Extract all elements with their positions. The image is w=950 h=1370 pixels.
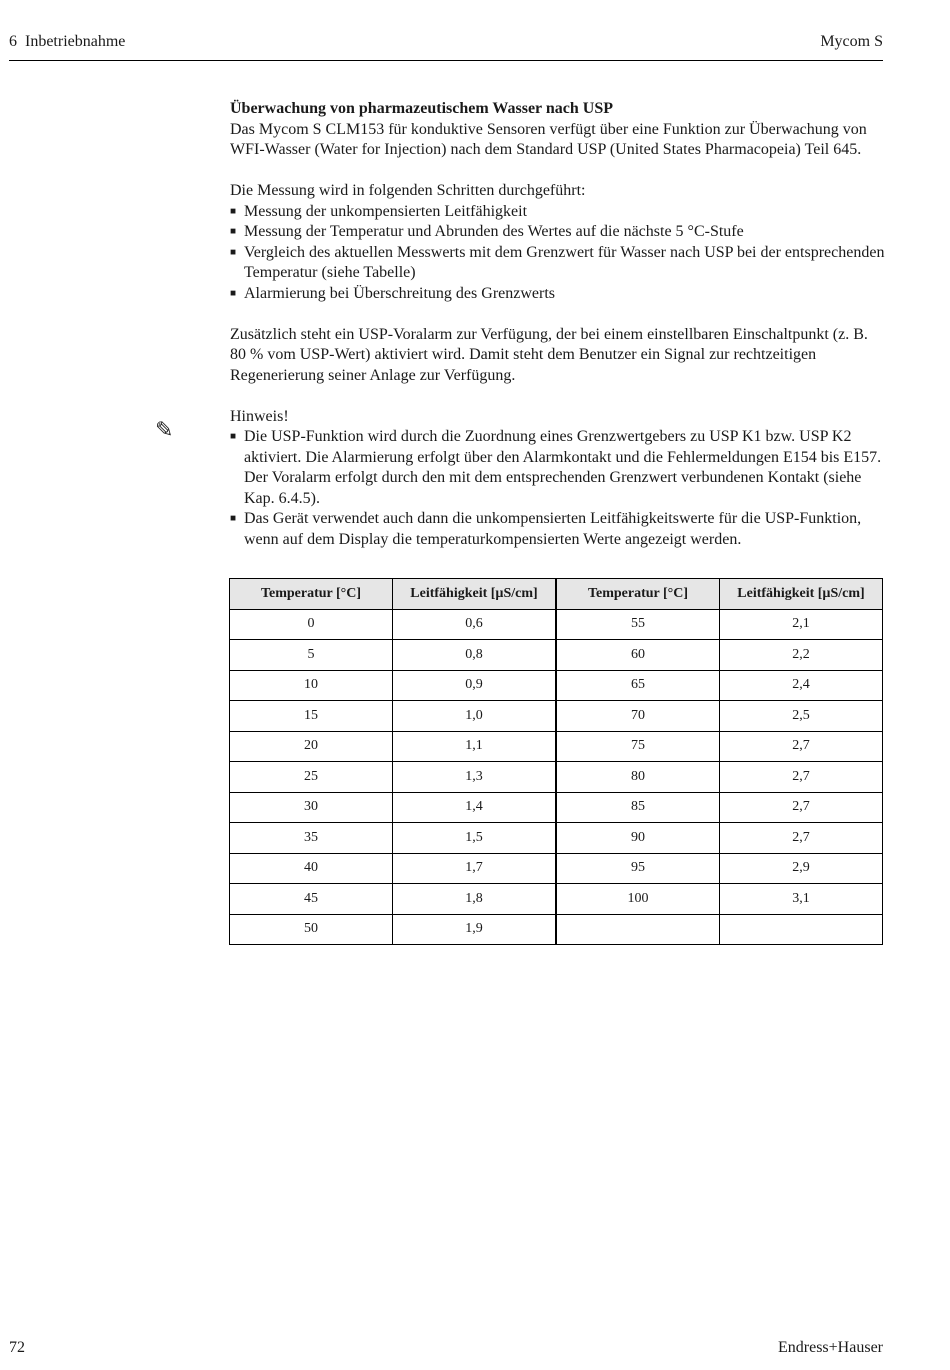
table-cell: 0,6 — [393, 609, 557, 640]
table-cell: 90 — [556, 823, 720, 854]
table-cell: 85 — [556, 792, 720, 823]
table-cell: 50 — [230, 914, 393, 945]
table-row — [230, 762, 883, 793]
list-item: ■ Messung der Temperatur und Abrunden des Wertes auf die nächste 5 °C-Stufe — [230, 222, 886, 243]
table-row — [230, 823, 883, 854]
table-cell: 75 — [556, 731, 720, 762]
steps-intro: Die Messung wird in folgenden Schritten durchgeführt: — [230, 182, 586, 199]
table-cell: 1,3 — [393, 762, 557, 793]
table-cell: 30 — [230, 792, 393, 823]
column-header: Temperatur [°C] — [556, 579, 720, 610]
table-cell: 2,5 — [720, 701, 883, 732]
table-cell: 35 — [230, 823, 393, 854]
table-row — [230, 640, 883, 671]
table-cell: 1,9 — [393, 914, 557, 945]
intro-paragraph: Das Mycom S CLM153 für konduktive Sensoren verfügt über eine Funktion zur Überwachung von WFI-Wasser (Water for Injection) nach dem Standard USP (United States Pharmacopeia) Teil 645. — [230, 120, 867, 158]
table-cell: 5 — [230, 640, 393, 671]
table-cell: 0,9 — [393, 670, 557, 701]
table-cell — [556, 914, 720, 945]
list-item: ■ Das Gerät verwendet auch dann die unkompensierten Leitfähigkeitswerte für die USP-Funktion, wenn auf dem Display die temperaturkompensierten Werte angezeigt werden. — [230, 509, 886, 550]
column-header: Temperatur [°C] — [230, 579, 393, 610]
table-row — [230, 884, 883, 915]
pencil-icon: ✎ — [155, 417, 174, 442]
table-cell: 1,0 — [393, 701, 557, 732]
table-cell: 25 — [230, 762, 393, 793]
table-cell: 2,2 — [720, 640, 883, 671]
table-row — [230, 701, 883, 732]
table-cell: 60 — [556, 640, 720, 671]
page-number: 72 — [9, 1339, 25, 1356]
product-name: Mycom S — [820, 33, 883, 50]
steps-list — [230, 202, 886, 305]
list-item: ■ Alarmierung bei Überschreitung des Grenzwerts — [230, 284, 886, 305]
table-cell: 1,4 — [393, 792, 557, 823]
table-cell: 10 — [230, 670, 393, 701]
table-cell: 1,1 — [393, 731, 557, 762]
list-item: ■ Messung der unkompensierten Leitfähigkeit — [230, 202, 886, 223]
table-cell: 20 — [230, 731, 393, 762]
table-cell: 1,7 — [393, 853, 557, 884]
table-cell: 95 — [556, 853, 720, 884]
table-cell: 2,4 — [720, 670, 883, 701]
note-list — [230, 427, 886, 550]
table-cell: 15 — [230, 701, 393, 732]
table-cell: 2,7 — [720, 792, 883, 823]
prealarm-paragraph: Zusätzlich steht ein USP-Voralarm zur Verfügung, der bei einem einstellbaren Einschaltpunkt (z. B. 80 % vom USP-Wert) aktiviert wird. Damit steht dem Benutzer ein Signal zur rechtzeitigen Regenerierung seiner Anlage zur Verfügung. — [230, 325, 868, 384]
chapter-title: 6 Inbetriebnahme — [9, 33, 126, 50]
list-item: ■ Vergleich des aktuellen Messwerts mit dem Grenzwert für Wasser nach USP bei der entsprechenden Temperatur (siehe Tabelle) — [230, 243, 886, 284]
note-title: Hinweis! — [230, 407, 289, 425]
table-cell — [720, 914, 883, 945]
table-cell: 1,5 — [393, 823, 557, 854]
column-header: Leitfähigkeit [µS/cm] — [393, 579, 557, 610]
table-cell: 40 — [230, 853, 393, 884]
table-cell: 100 — [556, 884, 720, 915]
table-cell: 3,1 — [720, 884, 883, 915]
table-cell: 65 — [556, 670, 720, 701]
table-cell: 0 — [230, 609, 393, 640]
table-row — [230, 914, 883, 945]
table-row — [230, 670, 883, 701]
table-cell: 55 — [556, 609, 720, 640]
column-header: Leitfähigkeit [µS/cm] — [720, 579, 883, 610]
table-row — [230, 853, 883, 884]
usp-limit-table — [229, 578, 883, 945]
table-cell: 2,7 — [720, 762, 883, 793]
table-cell: 2,7 — [720, 731, 883, 762]
table-cell: 2,7 — [720, 823, 883, 854]
table-cell: 45 — [230, 884, 393, 915]
table-cell: 0,8 — [393, 640, 557, 671]
table-cell: 1,8 — [393, 884, 557, 915]
section-title: Überwachung von pharmazeutischem Wasser nach USP — [230, 100, 613, 117]
brand-name: Endress+Hauser — [778, 1339, 883, 1356]
table-header-row — [230, 579, 883, 610]
table-cell: 2,9 — [720, 853, 883, 884]
list-item: ■ Die USP-Funktion wird durch die Zuordnung eines Grenzwertgebers zu USP K1 bzw. USP K2 aktiviert. Die Alarmierung erfolgt über den Alarmkontakt und die Fehlermeldungen E154 bis E157. Der Voralarm erfolgt durch den mit dem entsprechenden Grenzwert verbundenen Kontakt (siehe Kap. 6.4.5). — [230, 427, 886, 509]
main-content — [230, 99, 886, 550]
table-cell: 80 — [556, 762, 720, 793]
table-row — [230, 609, 883, 640]
header-rule — [9, 60, 883, 61]
table-row — [230, 792, 883, 823]
table-row — [230, 731, 883, 762]
table-cell: 70 — [556, 701, 720, 732]
table-cell: 2,1 — [720, 609, 883, 640]
